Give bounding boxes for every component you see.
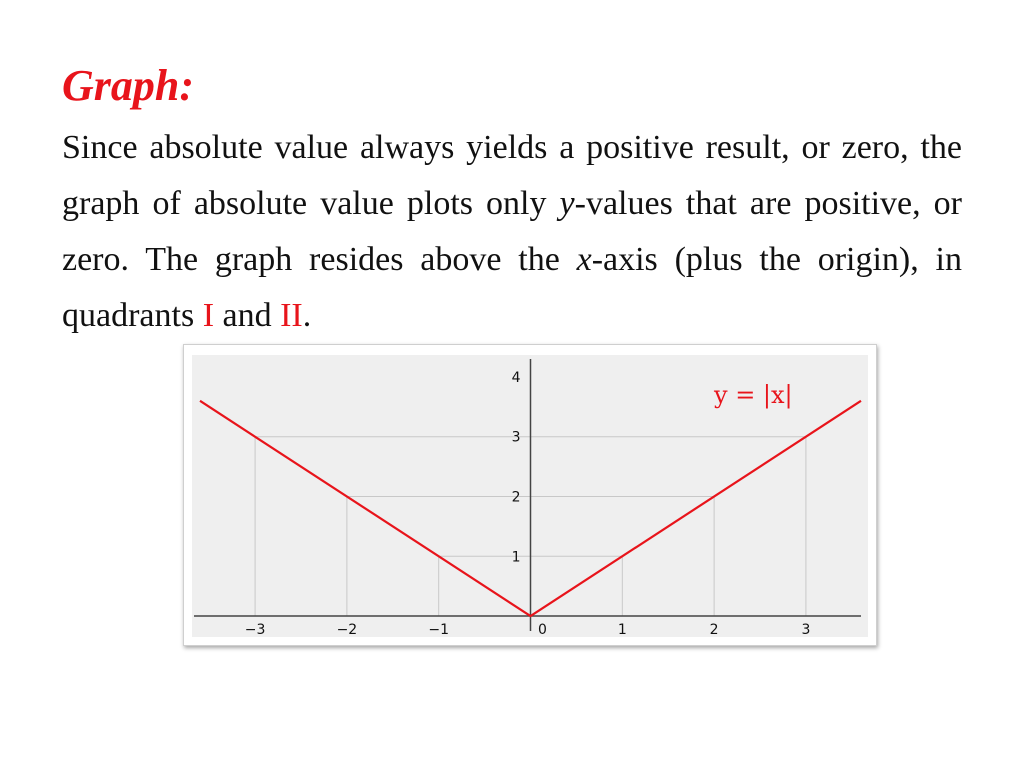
x-tick-label: −1 xyxy=(428,622,450,639)
paragraph-part-5: . xyxy=(302,297,312,334)
variable-x: x xyxy=(576,241,592,278)
y-tick-label: 3 xyxy=(511,429,521,446)
paragraph-part-4: and xyxy=(214,297,281,334)
y-tick-label: 2 xyxy=(511,489,521,506)
chart-figure xyxy=(183,344,877,646)
x-tick-label: −3 xyxy=(244,622,266,639)
explanation-paragraph xyxy=(62,120,962,344)
x-tick-label: 2 xyxy=(709,622,719,639)
y-tick-label: 4 xyxy=(511,369,521,386)
x-tick-label: 0 xyxy=(538,622,547,639)
legend-label: y = |x| xyxy=(714,381,793,409)
paragraph-part-2: -values that are positive, or zero. The graph resides above the xyxy=(62,185,962,278)
paragraph-part-3: -axis (plus the origin), in quadrants xyxy=(62,241,962,334)
paragraph-part-1: Since absolute value always yields a positive result, or zero, the graph of absolute value plots only xyxy=(62,129,962,222)
quadrant-two-label: II xyxy=(280,297,303,334)
quadrant-one-label: I xyxy=(202,297,215,334)
abs-value-chart xyxy=(184,345,876,645)
x-tick-label: 3 xyxy=(801,622,811,639)
x-tick-label: 1 xyxy=(617,622,627,639)
x-tick-label: −2 xyxy=(336,622,358,639)
y-tick-label: 1 xyxy=(511,549,521,566)
variable-y: y xyxy=(559,185,575,222)
slide-heading: Graph: xyxy=(62,61,195,110)
